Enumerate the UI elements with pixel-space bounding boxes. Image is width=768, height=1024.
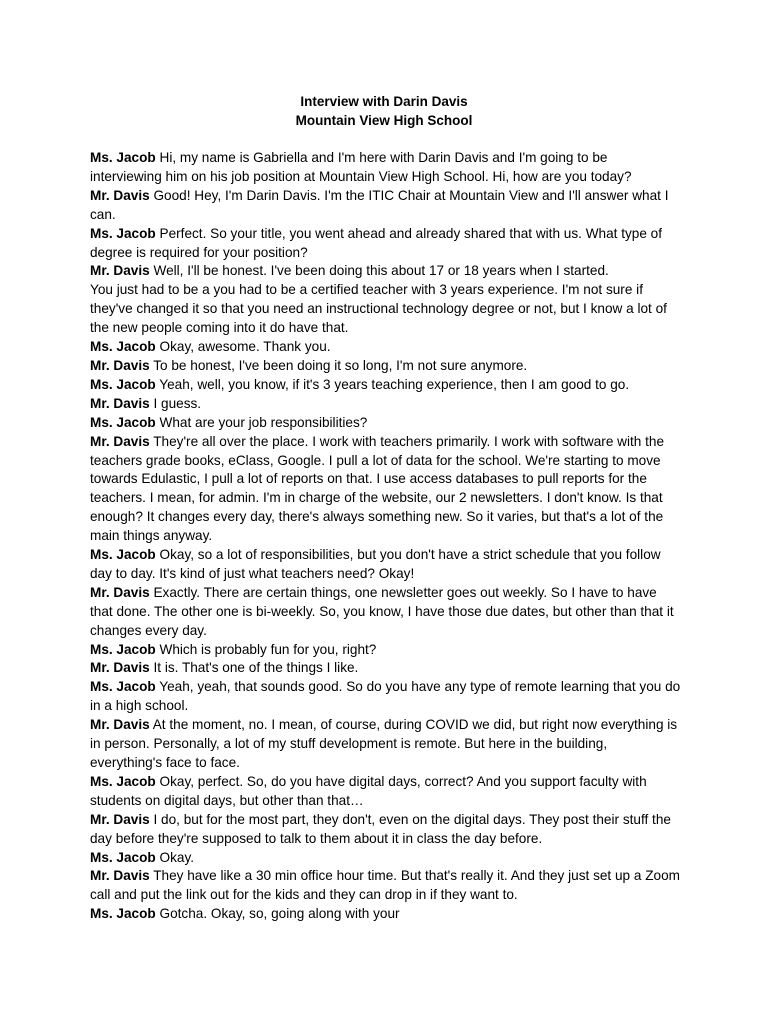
utterance-text: Perfect. So your title, you went ahead and already shared that with us. What type of degree is required for your position? [90, 225, 663, 260]
speaker-name: Ms. Jacob [90, 414, 156, 430]
transcript-turn [90, 262, 682, 281]
utterance-text: Gotcha. Okay, so, going along with your [159, 906, 400, 922]
transcript-turn [90, 149, 682, 187]
speaker-name: Ms. Jacob [90, 641, 156, 657]
utterance-text: I guess. [153, 395, 202, 411]
speaker-name: Mr. Davis [90, 717, 150, 733]
utterance-text: You just had to be a you had to be a certified teacher with 3 years experience. I'm not sure if they've changed it so that you need an instructional technology degree or not, but I know a lot of the new people coming into it do have that. [90, 282, 667, 336]
transcript-turn [90, 773, 682, 811]
utterance-text: It is. That's one of the things I like. [153, 660, 359, 676]
transcript-turn [90, 433, 682, 546]
transcript-turn [90, 641, 682, 660]
speaker-name: Mr. Davis [90, 395, 150, 411]
speaker-name: Ms. Jacob [90, 679, 156, 695]
transcript-turn [90, 357, 682, 376]
transcript-turn [90, 849, 682, 868]
document-header [0, 92, 768, 130]
transcript-turn [90, 376, 682, 395]
speaker-name: Ms. Jacob [90, 849, 156, 865]
transcript-turn [90, 281, 682, 338]
speaker-name: Mr. Davis [90, 433, 150, 449]
transcript-turn [90, 584, 682, 641]
speaker-name: Mr. Davis [90, 187, 150, 203]
utterance-text: Which is probably fun for you, right? [159, 641, 377, 657]
transcript-turn [90, 659, 682, 678]
utterance-text: They have like a 30 min office hour time. But that's really it. And they just set up a Zoom call and put the link out for the kids and they can drop in if they want to. [90, 868, 680, 903]
utterance-text: To be honest, I've been doing it so long, I'm not sure anymore. [153, 357, 528, 373]
utterance-text: Okay, awesome. Thank you. [159, 339, 331, 355]
speaker-name: Ms. Jacob [90, 225, 156, 241]
speaker-name: Mr. Davis [90, 868, 150, 884]
speaker-name: Ms. Jacob [90, 376, 156, 392]
speaker-name: Mr. Davis [90, 263, 150, 279]
transcript-turn [90, 678, 682, 716]
speaker-name: Ms. Jacob [90, 547, 156, 563]
speaker-name: Ms. Jacob [90, 773, 156, 789]
transcript-turn [90, 225, 682, 263]
transcript-turn [90, 395, 682, 414]
utterance-text: What are your job responsibilities? [159, 414, 368, 430]
transcript-turn [90, 414, 682, 433]
transcript-turn [90, 811, 682, 849]
utterance-text: Okay, perfect. So, do you have digital days, correct? And you support faculty with students on digital days, but other than that… [90, 773, 647, 808]
transcript-turn [90, 546, 682, 584]
transcript-turn [90, 905, 682, 924]
utterance-text: I do, but for the most part, they don't, even on the digital days. They post their stuff the day before they're supposed to talk to them about it in class the day before. [90, 811, 671, 846]
speaker-name: Ms. Jacob [90, 906, 156, 922]
utterance-text: At the moment, no. I mean, of course, during COVID we did, but right now everything is in person. Personally, a lot of my stuff development is remote. But here in the building, everything's face to face. [90, 717, 678, 770]
document-title: Interview with Darin Davis [300, 94, 468, 109]
utterance-text: They're all over the place. I work with teachers primarily. I work with software with the teachers grade books, eClass, Google. I pull a lot of data for the school. We're starting to move towards Edulastic, I pull a lot of reports on that. I use access databases to pull reports for the teachers. I mean, for admin. I'm in charge of the website, our 2 newsletters. I don't know. Is that enough? It changes every day, there's always something new. So it varies, but that's a lot of the main things anyway. [90, 433, 665, 544]
speaker-name: Mr. Davis [90, 357, 150, 373]
utterance-text: Yeah, well, you know, if it's 3 years teaching experience, then I am good to go. [159, 376, 630, 392]
speaker-name: Ms. Jacob [90, 339, 156, 355]
speaker-name: Mr. Davis [90, 660, 150, 676]
transcript-turn [90, 716, 682, 773]
transcript-turn [90, 187, 682, 225]
utterance-text: Well, I'll be honest. I've been doing this about 17 or 18 years when I started. [153, 263, 609, 279]
transcript-turn [90, 338, 682, 357]
transcript-turn [90, 867, 682, 905]
utterance-text: Yeah, yeah, that sounds good. So do you have any type of remote learning that you do in a high school. [90, 679, 681, 714]
utterance-text: Hi, my name is Gabriella and I'm here with Darin Davis and I'm going to be interviewing him on his job position at Mountain View High School. Hi, how are you today? [90, 150, 632, 184]
speaker-name: Mr. Davis [90, 811, 150, 827]
interview-transcript [90, 149, 682, 924]
document-subtitle: Mountain View High School [295, 113, 473, 128]
speaker-name: Mr. Davis [90, 584, 150, 600]
utterance-text: Good! Hey, I'm Darin Davis. I'm the ITIC Chair at Mountain View and I'll answer what I can. [90, 187, 669, 222]
speaker-name: Ms. Jacob [90, 150, 156, 165]
utterance-text: Okay, so a lot of responsibilities, but you don't have a strict schedule that you follow day to day. It's kind of just what teachers need? Okay! [90, 547, 661, 581]
utterance-text: Exactly. There are certain things, one newsletter goes out weekly. So I have to have that done. The other one is bi-weekly. So, you know, I have those due dates, but other than that it changes every day. [90, 584, 674, 638]
utterance-text: Okay. [159, 849, 195, 865]
